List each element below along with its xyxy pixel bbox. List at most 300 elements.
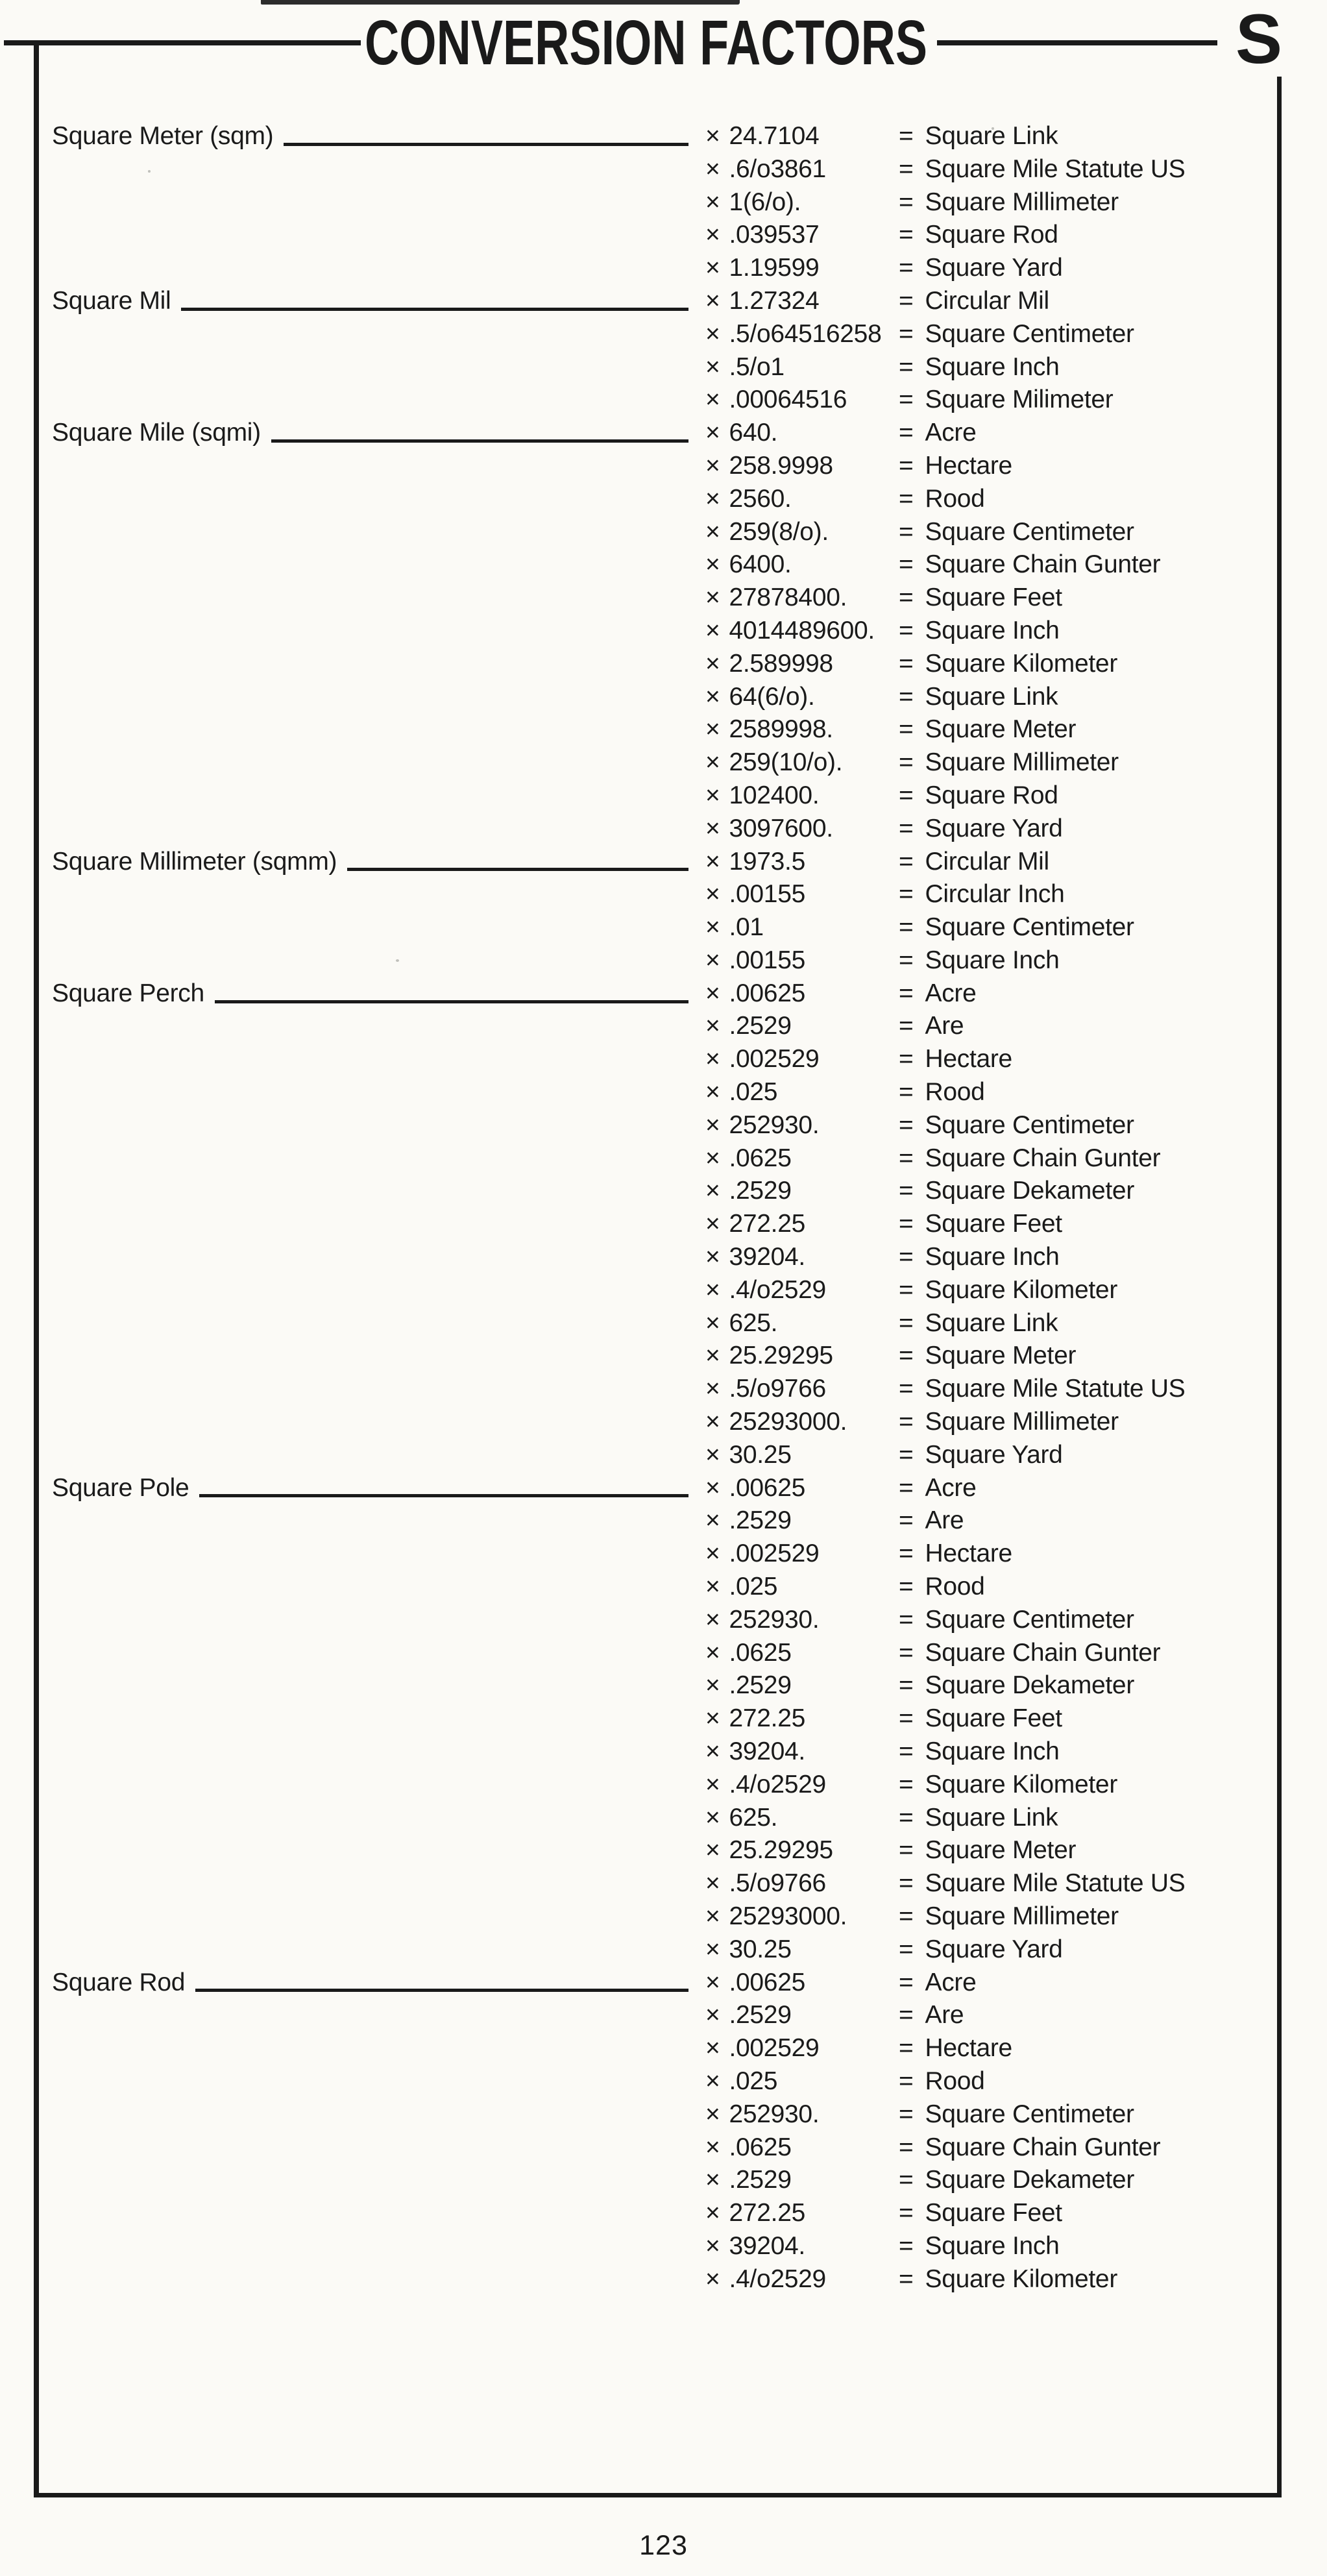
equals-icon: = — [899, 847, 914, 876]
equals-icon: = — [899, 221, 914, 249]
result-unit-label: Square Mile Statute US — [925, 154, 1186, 183]
factor-cell — [691, 254, 899, 283]
conversion-factor: .00155 — [729, 946, 805, 974]
result-unit-label: Square Inch — [925, 616, 1060, 644]
result-unit-label: Square Feet — [925, 583, 1062, 612]
result-unit-label: Square Centimeter — [925, 2100, 1134, 2128]
multiply-icon: × — [705, 1869, 720, 1898]
result-unit-label: Square Mile Statute US — [925, 1375, 1186, 1403]
result-unit-label: Square Inch — [925, 1737, 1060, 1766]
result-unit-label: Square Yard — [925, 1440, 1063, 1469]
multiply-icon: × — [705, 1177, 720, 1205]
result-cell — [899, 1606, 1272, 1635]
result-cell — [899, 386, 1272, 415]
conversion-factor: 25.29295 — [729, 1836, 833, 1865]
factor-cell — [691, 1012, 899, 1041]
equals-icon: = — [899, 2133, 914, 2161]
conversion-factor: 30.25 — [729, 1935, 792, 1963]
conversion-row — [52, 1340, 1272, 1373]
multiply-icon: × — [705, 2231, 720, 2260]
equals-icon: = — [899, 2264, 914, 2293]
multiply-icon: × — [705, 419, 720, 447]
result-unit-label: Square Centimeter — [925, 517, 1134, 546]
multiply-icon: × — [705, 1045, 720, 1073]
factor-cell — [691, 1045, 899, 1074]
source-unit-cell — [52, 122, 691, 151]
conversion-row — [52, 1933, 1272, 1967]
source-unit-label: Square Mile (sqmi) — [52, 419, 261, 447]
conversion-row — [52, 878, 1272, 911]
multiply-icon: × — [705, 1803, 720, 1832]
conversion-row — [52, 186, 1272, 219]
result-unit-label: Square Inch — [925, 2231, 1060, 2260]
result-cell — [899, 946, 1272, 975]
result-unit-label: Square Chain Gunter — [925, 1638, 1161, 1667]
multiply-icon: × — [705, 286, 720, 315]
result-unit-label: Rood — [925, 1573, 985, 1601]
result-unit-label: Square Dekameter — [925, 1177, 1135, 1205]
source-unit-label: Square Perch — [52, 979, 204, 1007]
conversion-factor: 4014489600. — [729, 616, 875, 644]
multiply-icon: × — [705, 1342, 720, 1370]
conversion-row — [52, 1307, 1272, 1340]
multiply-icon: × — [705, 1737, 720, 1766]
result-unit-label: Square Dekameter — [925, 1671, 1135, 1700]
equals-icon: = — [899, 1803, 914, 1832]
result-cell — [899, 1671, 1272, 1700]
result-cell — [899, 1573, 1272, 1602]
multiply-icon: × — [705, 517, 720, 546]
result-cell — [899, 419, 1272, 448]
multiply-icon: × — [705, 1243, 720, 1271]
conversion-factor: .002529 — [729, 2034, 820, 2063]
conversion-factor: .002529 — [729, 1539, 820, 1568]
conversion-factor: .002529 — [729, 1045, 820, 1073]
factor-cell — [691, 979, 899, 1009]
result-cell — [899, 485, 1272, 514]
conversion-row — [52, 846, 1272, 879]
section-letter: S — [1230, 4, 1286, 77]
factor-cell — [691, 848, 899, 877]
factor-cell — [691, 320, 899, 349]
source-unit-cell — [52, 419, 691, 448]
factor-cell — [691, 1573, 899, 1602]
equals-icon: = — [899, 550, 914, 579]
result-cell — [899, 1276, 1272, 1305]
multiply-icon: × — [705, 1968, 720, 1996]
result-cell — [899, 1441, 1272, 1470]
source-unit-cell — [52, 848, 691, 877]
multiply-icon: × — [705, 1012, 720, 1040]
multiply-icon: × — [705, 616, 720, 644]
multiply-icon: × — [705, 979, 720, 1007]
conversion-factor: 39204. — [729, 2231, 805, 2260]
conversion-row — [52, 813, 1272, 846]
equals-icon: = — [899, 979, 914, 1007]
conversion-factor: .00064516 — [729, 386, 847, 414]
conversion-row — [52, 1967, 1272, 2000]
result-cell — [899, 715, 1272, 744]
result-unit-label: Rood — [925, 2067, 985, 2095]
multiply-icon: × — [705, 2133, 720, 2161]
source-unit-cell — [52, 287, 691, 316]
factor-cell — [691, 2166, 899, 2195]
equals-icon: = — [899, 814, 914, 842]
multiply-icon: × — [705, 1078, 720, 1107]
factor-cell — [691, 1639, 899, 1668]
source-unit-label: Square Rod — [52, 1968, 186, 1996]
result-cell — [899, 1639, 1272, 1668]
result-cell — [899, 2199, 1272, 2228]
factor-cell — [691, 1704, 899, 1734]
equals-icon: = — [899, 2199, 914, 2227]
multiply-icon: × — [705, 484, 720, 513]
conversion-row — [52, 2131, 1272, 2165]
factor-cell — [691, 221, 899, 250]
factor-cell — [691, 485, 899, 514]
equals-icon: = — [899, 1968, 914, 1996]
conversion-factor: 3097600. — [729, 814, 833, 842]
conversion-row — [52, 1043, 1272, 1076]
table-frame-right-border — [1277, 65, 1282, 2497]
factor-cell — [691, 1869, 899, 1898]
conversion-row — [52, 2065, 1272, 2098]
conversion-row — [52, 2197, 1272, 2230]
result-cell — [899, 880, 1272, 909]
conversion-row — [52, 1406, 1272, 1439]
equals-icon: = — [899, 121, 914, 150]
equals-icon: = — [899, 319, 914, 348]
factor-cell — [691, 1771, 899, 1800]
leader-line — [181, 308, 688, 311]
multiply-icon: × — [705, 847, 720, 876]
multiply-icon: × — [705, 2067, 720, 2095]
result-cell — [899, 650, 1272, 679]
conversion-factor: 272.25 — [729, 2199, 805, 2227]
factor-cell — [691, 353, 899, 382]
result-unit-label: Square Centimeter — [925, 1110, 1134, 1139]
multiply-icon: × — [705, 1473, 720, 1502]
result-unit-label: Square Kilometer — [925, 1275, 1118, 1304]
multiply-icon: × — [705, 814, 720, 842]
conversion-row — [52, 977, 1272, 1011]
equals-icon: = — [899, 1210, 914, 1238]
multiply-icon: × — [705, 1638, 720, 1667]
equals-icon: = — [899, 2034, 914, 2063]
result-unit-label: Circular Inch — [925, 880, 1065, 909]
multiply-icon: × — [705, 386, 720, 414]
factor-cell — [691, 1804, 899, 1833]
page-title: CONVERSION FACTORS — [365, 7, 928, 78]
conversion-factor: .00625 — [729, 1968, 805, 1996]
conversion-factor: 39204. — [729, 1243, 805, 1271]
result-cell — [899, 2067, 1272, 2096]
equals-icon: = — [899, 1869, 914, 1898]
equals-icon: = — [899, 1935, 914, 1963]
result-cell — [899, 781, 1272, 811]
conversion-factor: .00155 — [729, 880, 805, 909]
result-unit-label: Square Meter — [925, 1836, 1077, 1865]
factor-cell — [691, 386, 899, 415]
result-unit-label: Square Meter — [925, 1342, 1077, 1370]
result-unit-label: Acre — [925, 979, 977, 1007]
equals-icon: = — [899, 254, 914, 282]
source-unit-cell — [52, 1474, 691, 1503]
result-unit-label: Square Milimeter — [925, 386, 1114, 414]
multiply-icon: × — [705, 154, 720, 183]
equals-icon: = — [899, 1110, 914, 1139]
equals-icon: = — [899, 451, 914, 480]
result-unit-label: Square Link — [925, 682, 1058, 711]
conversion-row — [52, 2098, 1272, 2131]
result-unit-label: Square Link — [925, 1803, 1058, 1832]
equals-icon: = — [899, 1275, 914, 1304]
conversion-row — [52, 1900, 1272, 1933]
factor-cell — [691, 1111, 899, 1140]
equals-icon: = — [899, 1539, 914, 1568]
conversion-factor: 259(8/o). — [729, 517, 829, 546]
factor-cell — [691, 452, 899, 481]
multiply-icon: × — [705, 1671, 720, 1700]
conversion-factor: .5/o1 — [729, 352, 785, 381]
leader-line — [215, 1000, 688, 1003]
multiply-icon: × — [705, 1440, 720, 1469]
result-unit-label: Hectare — [925, 2034, 1012, 2063]
result-cell — [899, 452, 1272, 481]
multiply-icon: × — [705, 946, 720, 974]
result-unit-label: Acre — [925, 1968, 977, 1996]
result-cell — [899, 1506, 1272, 1536]
conversion-row — [52, 1504, 1272, 1538]
multiply-icon: × — [705, 254, 720, 282]
factor-cell — [691, 1539, 899, 1569]
conversion-factor: 25293000. — [729, 1408, 847, 1436]
conversion-row — [52, 351, 1272, 384]
result-cell — [899, 1012, 1272, 1041]
conversion-row — [52, 483, 1272, 516]
conversion-factor: .025 — [729, 2067, 778, 2095]
multiply-icon: × — [705, 451, 720, 480]
conversion-row — [52, 911, 1272, 944]
result-cell — [899, 583, 1272, 613]
factor-cell — [691, 2265, 899, 2294]
result-cell — [899, 353, 1272, 382]
conversion-row — [52, 1011, 1272, 1044]
factor-cell — [691, 2034, 899, 2063]
conversion-row — [52, 1571, 1272, 1604]
equals-icon: = — [899, 715, 914, 744]
result-cell — [899, 2001, 1272, 2030]
conversion-factor: 258.9998 — [729, 451, 833, 480]
factor-cell — [691, 1671, 899, 1700]
conversion-factor: 252930. — [729, 1110, 820, 1139]
equals-icon: = — [899, 1704, 914, 1733]
conversion-row — [52, 548, 1272, 582]
equals-icon: = — [899, 1605, 914, 1634]
conversion-table — [52, 120, 1272, 2296]
source-unit-label: Square Meter (sqm) — [52, 121, 274, 150]
multiply-icon: × — [705, 2100, 720, 2128]
conversion-factor: 640. — [729, 419, 778, 447]
equals-icon: = — [899, 946, 914, 974]
result-unit-label: Circular Mil — [925, 847, 1049, 876]
multiply-icon: × — [705, 781, 720, 809]
result-unit-label: Square Yard — [925, 1935, 1063, 1963]
page-number: 123 — [639, 2530, 688, 2561]
multiply-icon: × — [705, 352, 720, 381]
factor-cell — [691, 1441, 899, 1470]
equals-icon: = — [899, 2067, 914, 2095]
table-frame-left-border — [34, 42, 39, 2497]
factor-cell — [691, 1506, 899, 1536]
header-rule-right — [937, 40, 1217, 45]
equals-icon: = — [899, 352, 914, 381]
multiply-icon: × — [705, 1605, 720, 1634]
conversion-row — [52, 1802, 1272, 1835]
conversion-factor: .039537 — [729, 221, 820, 249]
result-cell — [899, 1045, 1272, 1074]
result-unit-label: Square Millimeter — [925, 1902, 1119, 1930]
conversion-row — [52, 1669, 1272, 1702]
factor-cell — [691, 1309, 899, 1338]
result-cell — [899, 1804, 1272, 1833]
equals-icon: = — [899, 781, 914, 809]
conversion-row — [52, 1834, 1272, 1867]
result-cell — [899, 913, 1272, 942]
conversion-row — [52, 1208, 1272, 1241]
equals-icon: = — [899, 1506, 914, 1535]
equals-icon: = — [899, 1836, 914, 1865]
factor-cell — [691, 518, 899, 547]
factor-cell — [691, 1243, 899, 1272]
conversion-factor: 252930. — [729, 1605, 820, 1634]
equals-icon: = — [899, 682, 914, 711]
factor-cell — [691, 287, 899, 316]
factor-cell — [691, 715, 899, 744]
header-rule-left — [4, 40, 361, 45]
conversion-row — [52, 944, 1272, 977]
factor-cell — [691, 683, 899, 712]
factor-cell — [691, 946, 899, 975]
equals-icon: = — [899, 1638, 914, 1667]
multiply-icon: × — [705, 2034, 720, 2063]
conversion-factor: 1(6/o). — [729, 188, 801, 216]
factor-cell — [691, 2199, 899, 2228]
equals-icon: = — [899, 2231, 914, 2260]
multiply-icon: × — [705, 715, 720, 744]
multiply-icon: × — [705, 913, 720, 942]
factor-cell — [691, 550, 899, 580]
result-cell — [899, 1375, 1272, 1404]
multiply-icon: × — [705, 1573, 720, 1601]
conversion-factor: .4/o2529 — [729, 1770, 826, 1798]
equals-icon: = — [899, 419, 914, 447]
result-cell — [899, 1969, 1272, 1998]
conversion-factor: .01 — [729, 913, 764, 942]
conversion-row — [52, 1142, 1272, 1175]
source-unit-label: Square Mil — [52, 286, 171, 315]
equals-icon: = — [899, 1902, 914, 1930]
factor-cell — [691, 2133, 899, 2163]
conversion-row — [52, 417, 1272, 450]
factor-cell — [691, 1408, 899, 1437]
conversion-factor: 252930. — [729, 2100, 820, 2128]
result-cell — [899, 1309, 1272, 1338]
result-unit-label: Hectare — [925, 1045, 1012, 1073]
conversion-factor: 39204. — [729, 1737, 805, 1766]
equals-icon: = — [899, 1078, 914, 1107]
equals-icon: = — [899, 1737, 914, 1766]
multiply-icon: × — [705, 1770, 720, 1798]
source-unit-label: Square Pole — [52, 1473, 189, 1502]
conversion-factor: .5/o64516258 — [729, 319, 882, 348]
conversion-factor: .00625 — [729, 1473, 805, 1502]
factor-cell — [691, 2232, 899, 2261]
result-cell — [899, 2265, 1272, 2294]
equals-icon: = — [899, 1408, 914, 1436]
result-cell — [899, 188, 1272, 217]
multiply-icon: × — [705, 748, 720, 777]
equals-icon: = — [899, 1375, 914, 1403]
factor-cell — [691, 1836, 899, 1865]
factor-cell — [691, 122, 899, 151]
conversion-factor: .00625 — [729, 979, 805, 1007]
result-cell — [899, 815, 1272, 844]
conversion-factor: 625. — [729, 1803, 778, 1832]
factor-cell — [691, 650, 899, 679]
result-cell — [899, 1869, 1272, 1898]
result-cell — [899, 518, 1272, 547]
result-unit-label: Acre — [925, 419, 977, 447]
table-frame-bottom-border — [34, 2493, 1282, 2497]
equals-icon: = — [899, 1177, 914, 1205]
result-unit-label: Square Feet — [925, 2199, 1062, 2227]
source-unit-cell — [52, 1969, 691, 1998]
equals-icon: = — [899, 484, 914, 513]
multiply-icon: × — [705, 188, 720, 216]
conversion-factor: .5/o9766 — [729, 1375, 826, 1403]
factor-cell — [691, 2001, 899, 2030]
conversion-row — [52, 120, 1272, 153]
result-cell — [899, 2133, 1272, 2163]
multiply-icon: × — [705, 1408, 720, 1436]
conversion-row — [52, 1076, 1272, 1109]
factor-cell — [691, 2100, 899, 2129]
multiply-icon: × — [705, 1704, 720, 1733]
result-cell — [899, 2166, 1272, 2195]
multiply-icon: × — [705, 319, 720, 348]
multiply-icon: × — [705, 583, 720, 612]
conversion-factor: 30.25 — [729, 1440, 792, 1469]
result-unit-label: Rood — [925, 484, 985, 513]
conversion-row — [52, 2164, 1272, 2197]
equals-icon: = — [899, 913, 914, 942]
result-unit-label: Square Inch — [925, 352, 1060, 381]
factor-cell — [691, 2067, 899, 2096]
conversion-row — [52, 1538, 1272, 1571]
conversion-factor: .5/o9766 — [729, 1869, 826, 1898]
result-unit-label: Square Kilometer — [925, 2264, 1118, 2293]
conversion-row — [52, 1769, 1272, 1802]
leader-line — [271, 439, 688, 443]
factor-cell — [691, 583, 899, 613]
equals-icon: = — [899, 1243, 914, 1271]
conversion-factor: .0625 — [729, 1638, 792, 1667]
multiply-icon: × — [705, 1902, 720, 1930]
conversion-factor: .2529 — [729, 1177, 792, 1205]
factor-cell — [691, 419, 899, 448]
conversion-factor: .2529 — [729, 2166, 792, 2194]
